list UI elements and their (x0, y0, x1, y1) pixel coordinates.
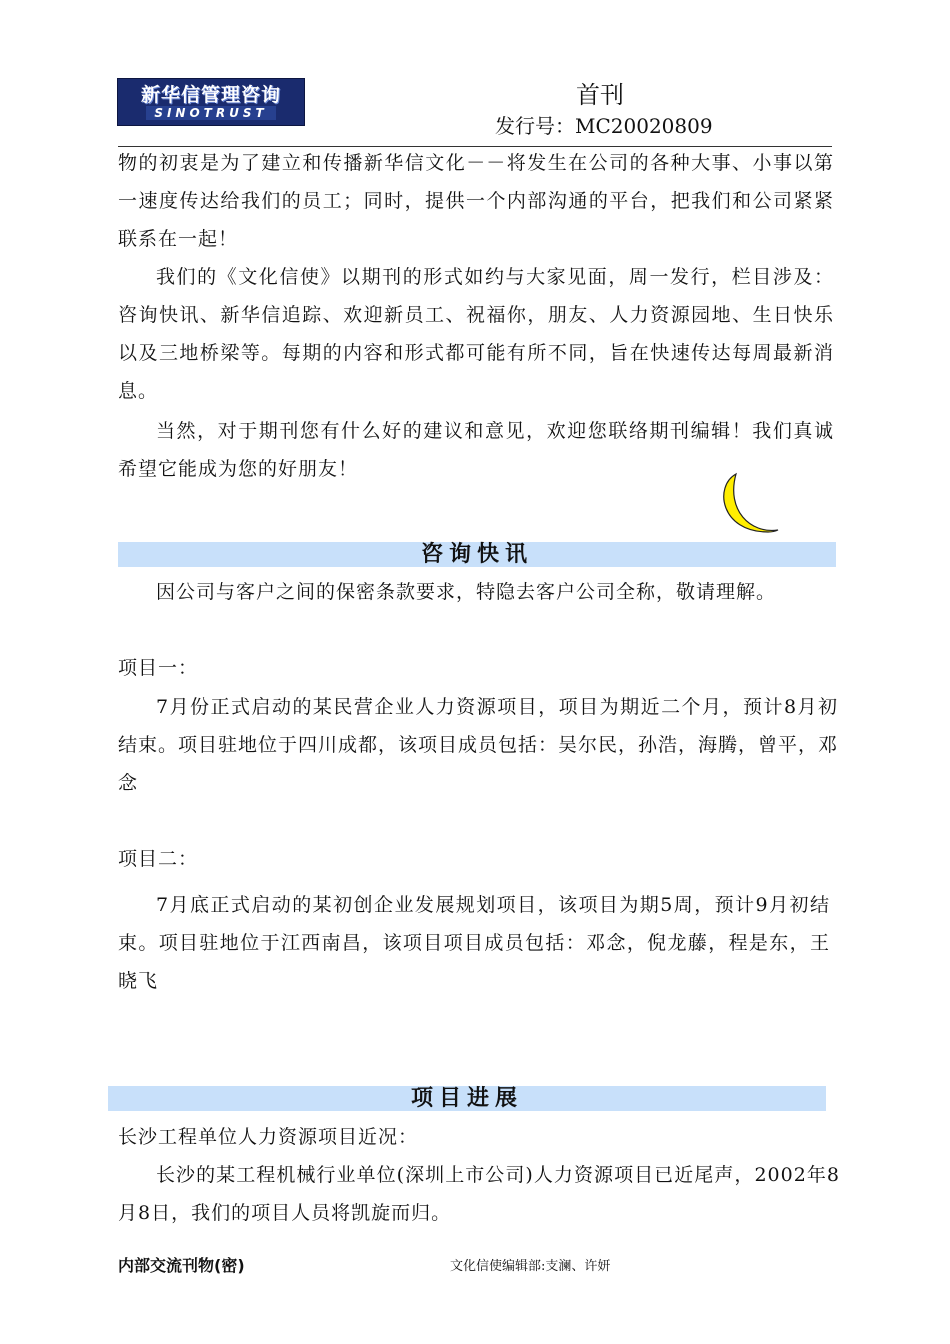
project-1-label: 项目一： (118, 657, 199, 679)
project-2-label: 项目二： (118, 848, 199, 870)
footer-editors: 文化信使编辑部:支澜、许妍 (450, 1259, 611, 1274)
project-1-description: 7月份正式启动的某民营企业人力资源项目，项目为期近二个月，预计8月初结束。项目驻地位于四川成都，该项目成员包括：吴尔民，孙浩，海腾，曾平，邓念 (118, 696, 839, 794)
intro-paragraph-1: 物的初衷是为了建立和传播新华信文化－－将发生在公司的各种大事、小事以第一速度传达给我们的员工；同时，提供一个内部沟通的平台，把我们和公司紧紧联系在一起！ (118, 152, 834, 250)
intro-paragraph-2: 我们的《文化信使》以期刊的形式如约与大家见面，周一发行，栏目涉及：咨询快讯、新华信追踪、欢迎新员工、祝福你，朋友、人力资源园地、生日快乐以及三地桥梁等。每期的内容和形式都可能有所不同，旨在快速传达每周最新消息。 (118, 266, 834, 402)
logo-chinese-text: 新华信管理咨询 (140, 84, 281, 106)
section-title-project-progress: 项目进展 (108, 1086, 826, 1111)
company-logo (117, 78, 305, 126)
crescent-moon-icon (716, 470, 780, 538)
footer-confidential-label: 内部交流刊物(密) (118, 1256, 245, 1275)
issue-number: 发行号：MC20020809 (495, 114, 713, 138)
project-progress-subtitle: 长沙工程单位人力资源项目近况： (118, 1126, 419, 1148)
project-progress-text: 长沙的某工程机械行业单位(深圳上市公司)人力资源项目已近尾声，2002年8月8日，我们的项目人员将凯旋而归。 (118, 1164, 840, 1224)
issue-title: 首刊 (576, 81, 624, 109)
confidentiality-note: 因公司与客户之间的保密条款要求，特隐去客户公司全称，敬请理解。 (156, 581, 777, 603)
section-title-consulting-news: 咨询快讯 (118, 542, 836, 567)
project-2-description: 7月底正式启动的某初创企业发展规划项目，该项目为期5周，预计9月初结束。项目驻地位于江西南昌，该项目项目成员包括：邓念，倪龙藤，程是东，王晓飞 (118, 894, 830, 992)
logo-english-text: SINOTRUST (146, 106, 275, 120)
intro-paragraph-3: 当然，对于期刊您有什么好的建议和意见，欢迎您联络期刊编辑！我们真诚希望它能成为您的好朋友！ (118, 420, 834, 480)
